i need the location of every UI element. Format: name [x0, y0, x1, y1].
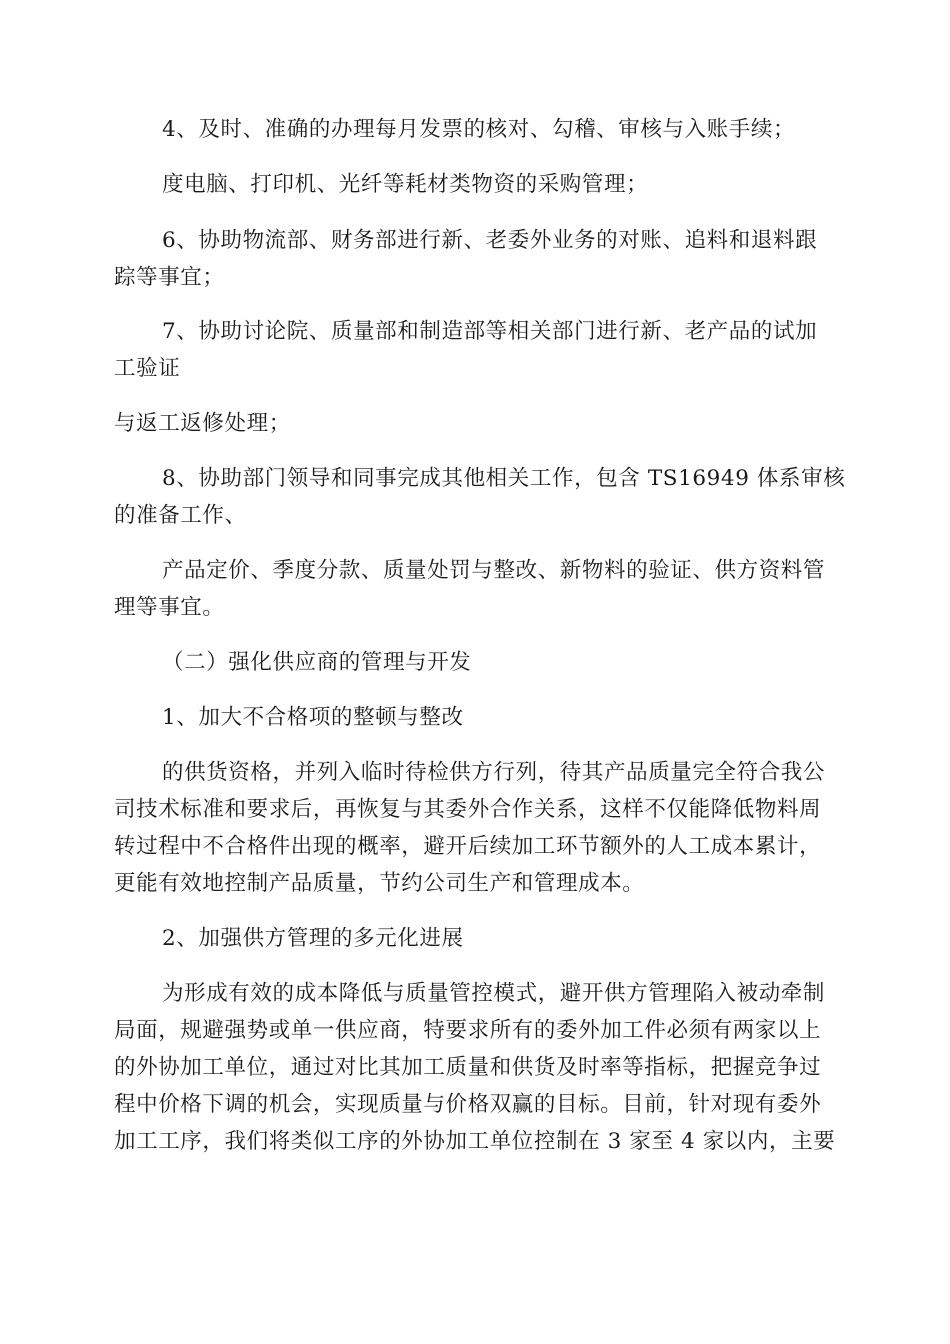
text-line: 度电脑、打印机、光纤等耗材类物资的采购管理； [162, 172, 649, 197]
text-line: 程中价格下调的机会，实现质量与价格双赢的目标。目前，针对现有委外 [114, 1092, 822, 1117]
paragraph-reconciliation-assist [114, 222, 834, 296]
text-line: 工验证 [114, 356, 181, 381]
text-line: 局面，规避强势或单一供应商，特要求所有的委外加工件必须有两家以上 [114, 1018, 822, 1043]
subheading-diversification [114, 920, 834, 957]
paragraph-pricing-matters [114, 552, 834, 626]
text-line: 为形成有效的成本降低与质量管控模式，避开供方管理陷入被动牵制 [162, 981, 826, 1006]
text-line: 1、加大不合格项的整顿与整改 [162, 705, 464, 730]
paragraph-invoice-handling [114, 111, 834, 148]
text-line: 的外协加工单位，通过对比其加工质量和供货及时率等指标，把握竞争过 [114, 1055, 822, 1080]
text-line: 加工工序，我们将类似工序的外协加工单位控制在 3 家至 4 家以内，主要 [114, 1129, 836, 1154]
text-line: 与返工返修处理； [114, 411, 291, 436]
text-line: 理等事宜。 [114, 595, 225, 620]
text-line: （二）强化供应商的管理与开发 [162, 650, 472, 675]
text-line: 的准备工作、 [114, 503, 247, 528]
text-line: 7、协助讨论院、质量部和制造部等相关部门进行新、老产品的试加 [162, 319, 818, 344]
text-line: 的供货资格，并列入临时待检供方行列，待其产品质量完全符合我公 [162, 760, 826, 785]
paragraph-consumables-procurement [114, 166, 834, 203]
section-heading-supplier-management [114, 644, 834, 681]
text-line: 转过程中不合格件出现的概率，避开后续加工环节额外的人工成本累计， [114, 834, 822, 859]
text-line: 更能有效地控制产品质量，节约公司生产和管理成本。 [114, 871, 645, 896]
paragraph-trial-processing [114, 313, 834, 387]
paragraph-rework-handling [114, 405, 834, 442]
text-line: 产品定价、季度分款、质量处罚与整改、新物料的验证、供方资料管 [162, 558, 826, 583]
subheading-nonconformance [114, 699, 834, 736]
text-line: 踪等事宜； [114, 265, 225, 290]
text-line: 2、加强供方管理的多元化进展 [162, 926, 464, 951]
paragraph-cost-quality-mode [114, 975, 834, 1160]
text-line: 司技术标准和要求后，再恢复与其委外合作关系，这样不仅能降低物料周 [114, 797, 822, 822]
text-line: 4、及时、准确的办理每月发票的核对、勾稽、审核与入账手续； [162, 117, 796, 142]
paragraph-supply-qualification [114, 754, 834, 902]
text-line: 8、协助部门领导和同事完成其他相关工作，包含 TS16949 体系审核 [162, 466, 846, 491]
paragraph-other-work [114, 460, 846, 534]
text-line: 6、协助物流部、财务部进行新、老委外业务的对账、追料和退料跟 [162, 228, 818, 253]
